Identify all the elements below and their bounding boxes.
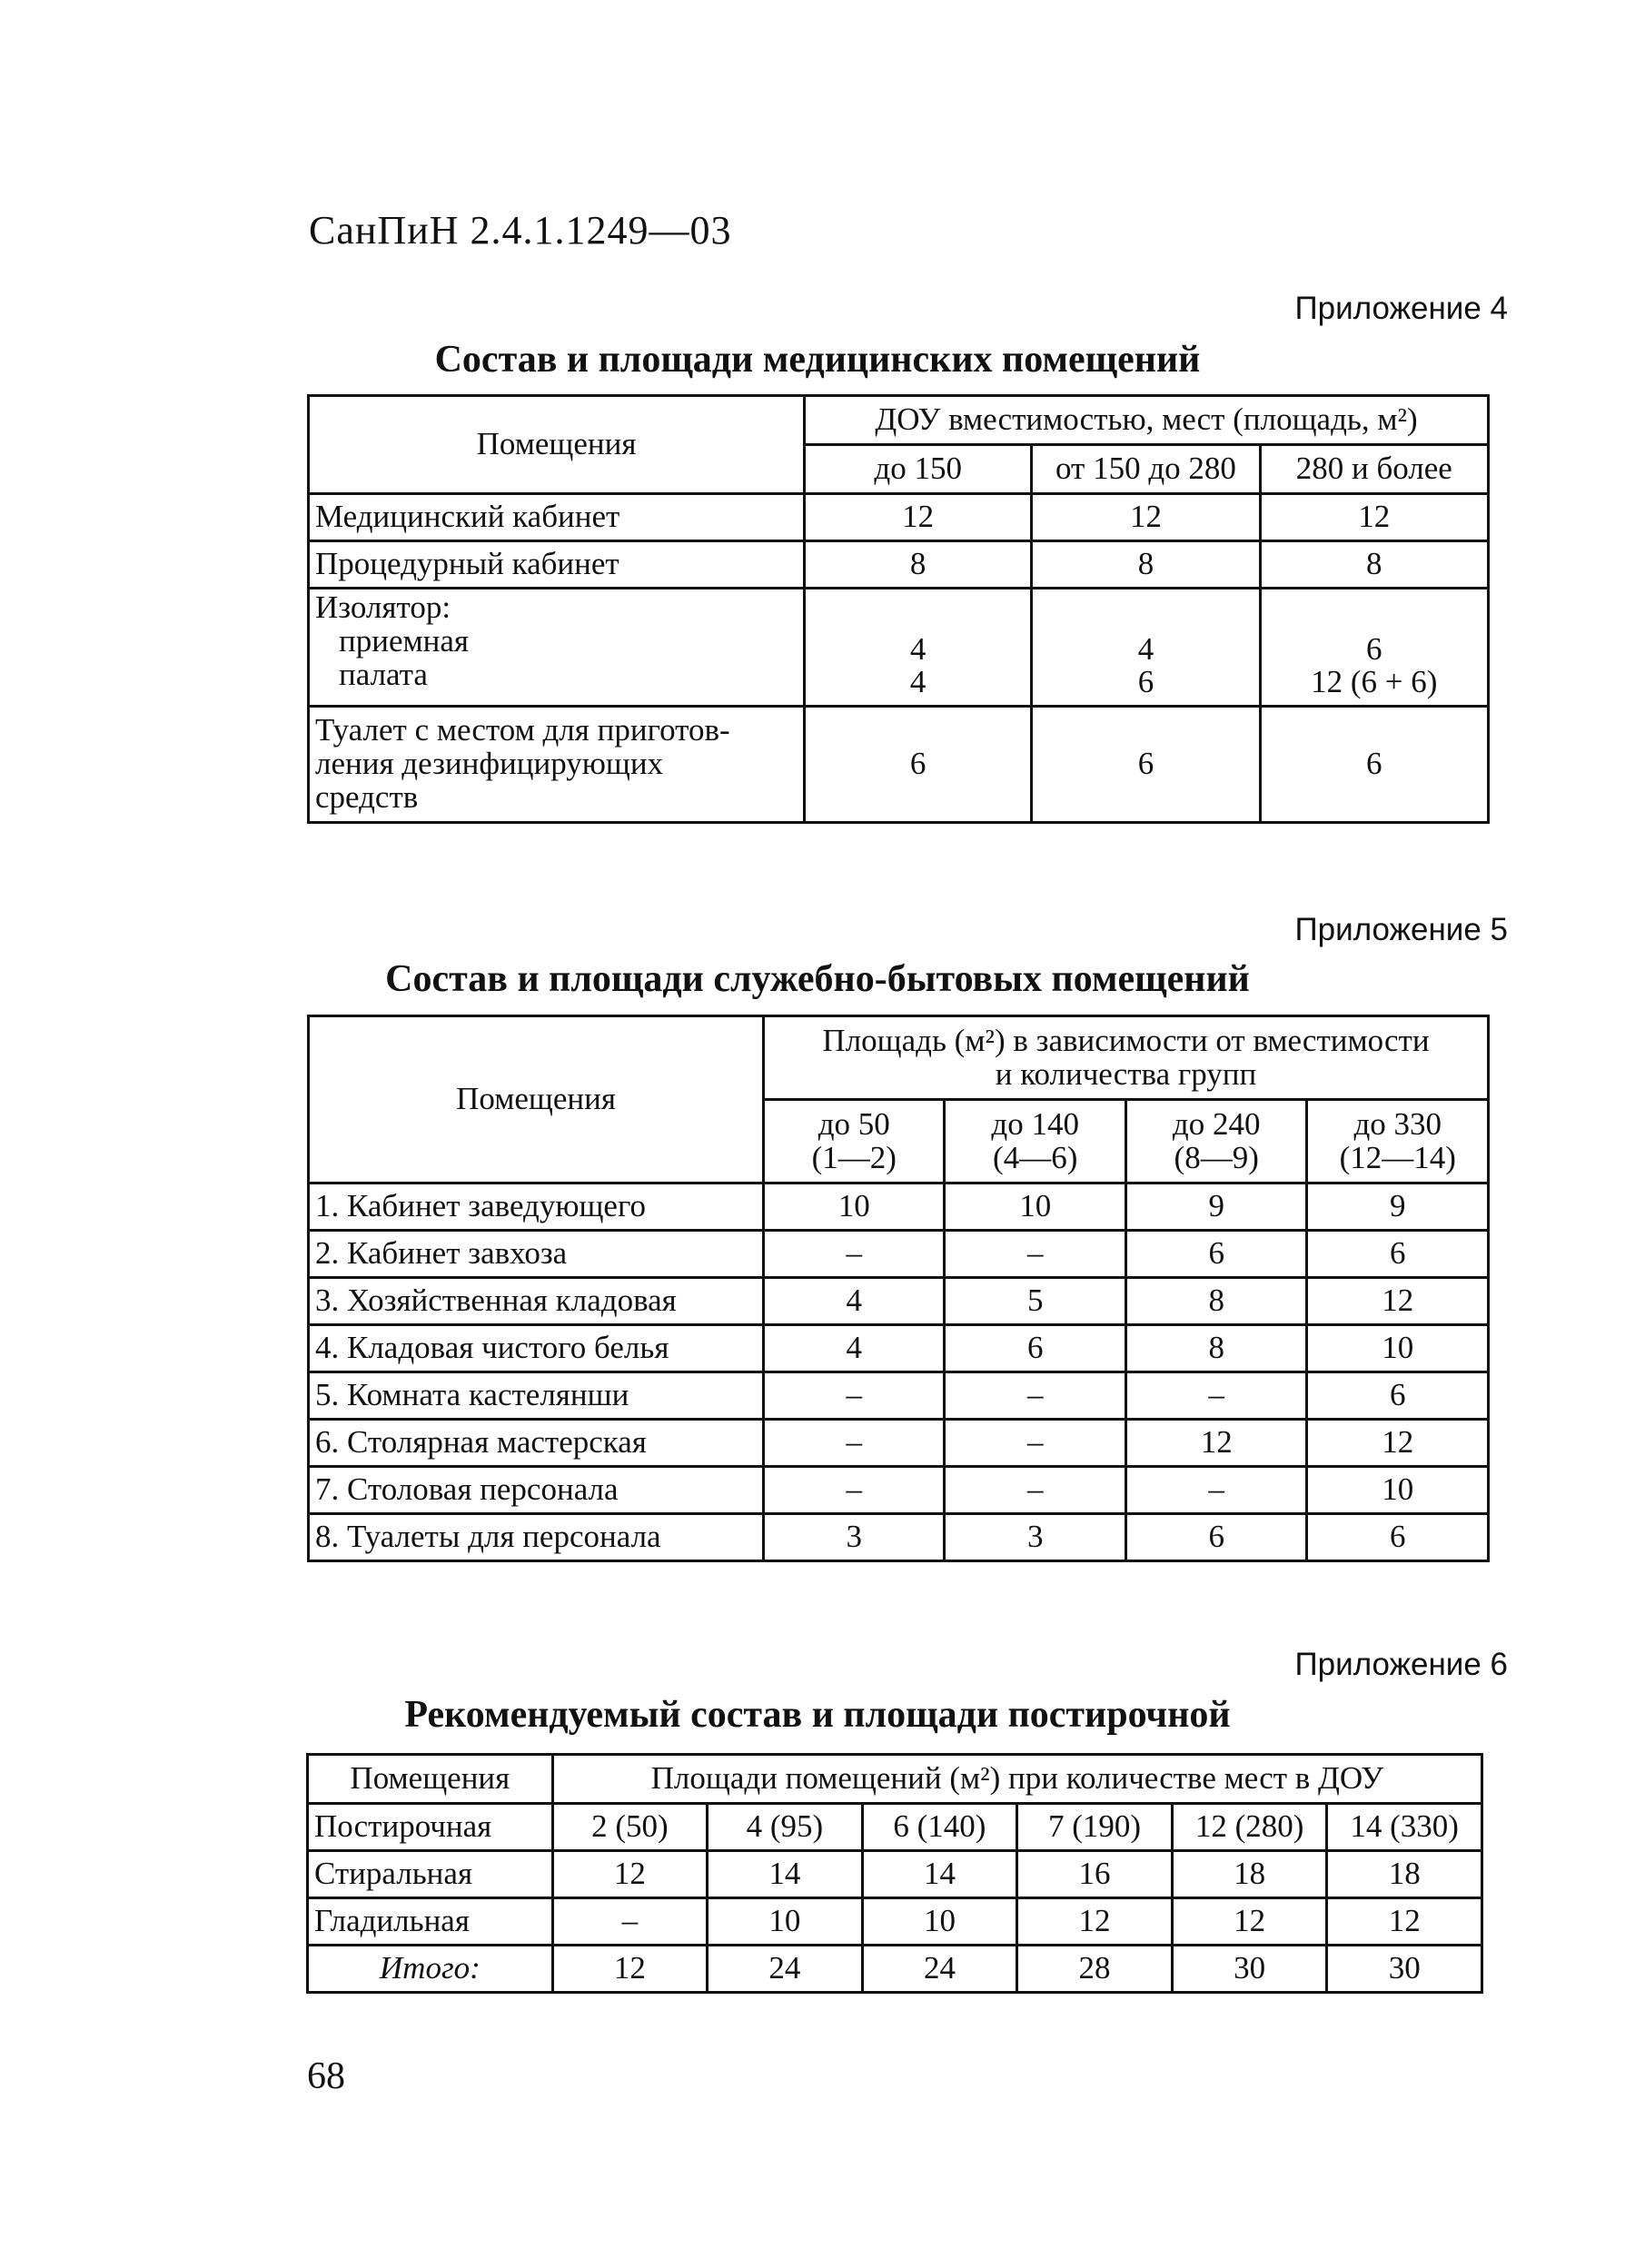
cell-value: 4 (95) <box>708 1804 862 1851</box>
column-header <box>1307 1100 1489 1184</box>
column-header <box>764 1100 945 1184</box>
header-line: и количества групп <box>995 1055 1257 1092</box>
column-header-line: (1—2) <box>811 1139 897 1175</box>
table-row <box>309 1325 1489 1372</box>
column-header-line: (4—6) <box>993 1139 1078 1175</box>
cell-value: 30 <box>1172 1946 1327 1993</box>
row-name: 3. Хозяйственная кладовая <box>309 1278 764 1325</box>
cell-value: – <box>1125 1467 1307 1514</box>
appendix-5-title: Состав и площади служебно-бытовых помещений <box>385 958 1250 1000</box>
medical-rooms-table <box>307 394 1490 824</box>
cell-value: 12 <box>552 1851 707 1898</box>
cell-value: 14 <box>862 1851 1017 1898</box>
column-header-line: до 240 <box>1172 1105 1261 1142</box>
cell-value: 12 <box>1307 1420 1489 1467</box>
cell-value: – <box>764 1420 945 1467</box>
cell-value <box>1032 589 1260 707</box>
cell-value <box>1260 589 1488 707</box>
cell-value: – <box>552 1898 707 1946</box>
cell-value: 4 <box>764 1325 945 1372</box>
row-name: Медицинский кабинет <box>309 494 805 541</box>
cell-value: 12 <box>1172 1898 1327 1946</box>
row-name: 8. Туалеты для персонала <box>309 1514 764 1561</box>
cell-value: 18 <box>1172 1851 1327 1898</box>
cell-value: 6 <box>1307 1372 1489 1420</box>
header-capacity-group: ДОУ вместимостью, мест (площадь, м²) <box>805 396 1489 445</box>
column-header: до 150 <box>805 445 1032 494</box>
table-row <box>309 1420 1489 1467</box>
cell-value: 8 <box>1125 1278 1307 1325</box>
cell-value: – <box>1125 1372 1307 1420</box>
row-name-line: средств <box>315 778 419 815</box>
column-header-line: до 330 <box>1353 1105 1442 1142</box>
cell-value: 6 <box>1366 630 1382 667</box>
cell-value: 6 <box>1307 1514 1489 1561</box>
appendix-4-title: Состав и площади медицинских помещений <box>434 339 1201 381</box>
cell-value: 10 <box>862 1898 1017 1946</box>
cell-value: 10 <box>945 1184 1126 1231</box>
row-name: 5. Комната кастелянши <box>309 1372 764 1420</box>
header-rooms: Помещения <box>309 1016 764 1184</box>
table-row <box>309 494 1489 541</box>
cell-value: 6 (140) <box>862 1804 1017 1851</box>
cell-value: 3 <box>945 1514 1126 1561</box>
isolator-sub-reception: приемная <box>339 622 470 659</box>
row-name: 1. Кабинет заведующего <box>309 1184 764 1231</box>
header-line: Площадь (м²) в зависимости от вместимости <box>822 1022 1430 1058</box>
cell-value: 30 <box>1327 1946 1482 1993</box>
cell-value: 6 <box>945 1325 1126 1372</box>
header-area-group <box>764 1016 1489 1100</box>
row-name-line: ления дезинфицирующих <box>315 746 664 782</box>
cell-value: 7 (190) <box>1017 1804 1173 1851</box>
cell-value: 12 <box>1307 1278 1489 1325</box>
cell-value: 12 (6 + 6) <box>1311 664 1438 700</box>
row-name-line: Туалет с местом для приготов- <box>315 712 730 748</box>
cell-value: – <box>945 1467 1126 1514</box>
cell-value: 4 <box>764 1278 945 1325</box>
cell-value: 4 <box>1137 630 1154 667</box>
cell-value: 24 <box>862 1946 1017 1993</box>
cell-value: 6 <box>1260 707 1488 823</box>
row-name: Стиральная <box>308 1851 553 1898</box>
table-row-total <box>308 1946 1482 1993</box>
table-row <box>309 1372 1489 1420</box>
column-header-line: до 140 <box>991 1105 1079 1142</box>
cell-value: – <box>945 1420 1126 1467</box>
column-header: 280 и более <box>1260 445 1488 494</box>
row-name: 4. Кладовая чистого белья <box>309 1325 764 1372</box>
cell-value: 10 <box>708 1898 862 1946</box>
cell-value: 8 <box>1032 541 1260 589</box>
row-name: Постирочная <box>308 1804 553 1851</box>
cell-value: 4 <box>909 664 926 700</box>
cell-value: 8 <box>1260 541 1488 589</box>
cell-value: 28 <box>1017 1946 1173 1993</box>
header-rooms: Помещения <box>308 1755 553 1804</box>
table-row <box>309 1278 1489 1325</box>
table-row <box>309 1514 1489 1561</box>
appendix-5-label: Приложение 5 <box>1294 912 1508 947</box>
cell-value: – <box>945 1372 1126 1420</box>
header-area-group: Площади помещений (м²) при количестве мест в ДОУ <box>552 1755 1481 1804</box>
cell-value: 12 <box>1032 494 1260 541</box>
cell-value: – <box>764 1231 945 1278</box>
cell-value: 12 <box>1260 494 1488 541</box>
row-name-total: Итого: <box>308 1946 553 1993</box>
cell-value: 6 <box>1137 664 1154 700</box>
cell-value: 10 <box>1307 1325 1489 1372</box>
cell-value: 6 <box>805 707 1032 823</box>
cell-value: 10 <box>1307 1467 1489 1514</box>
table-row <box>308 1851 1482 1898</box>
row-name: 7. Столовая персонала <box>309 1467 764 1514</box>
cell-value: 12 <box>1327 1898 1482 1946</box>
cell-value: – <box>945 1231 1126 1278</box>
table-row <box>309 1184 1489 1231</box>
cell-value: 10 <box>764 1184 945 1231</box>
cell-value: 8 <box>805 541 1032 589</box>
cell-value: 6 <box>1125 1514 1307 1561</box>
cell-value: 24 <box>708 1946 862 1993</box>
column-header-line: до 50 <box>818 1105 890 1142</box>
column-header <box>945 1100 1126 1184</box>
cell-value: 18 <box>1327 1851 1482 1898</box>
column-header: от 150 до 280 <box>1032 445 1260 494</box>
cell-value: 12 <box>1017 1898 1173 1946</box>
row-name: 2. Кабинет завхоза <box>309 1231 764 1278</box>
table-row <box>309 589 1489 707</box>
cell-value: – <box>764 1467 945 1514</box>
cell-value: 2 (50) <box>552 1804 707 1851</box>
cell-value: 6 <box>1125 1231 1307 1278</box>
cell-value: 14 <box>708 1851 862 1898</box>
cell-value: 3 <box>764 1514 945 1561</box>
table-row <box>309 1231 1489 1278</box>
row-name-isolator <box>309 589 805 707</box>
cell-value: 16 <box>1017 1851 1173 1898</box>
row-name: 6. Столярная мастерская <box>309 1420 764 1467</box>
column-header-line: (8—9) <box>1174 1139 1259 1175</box>
table-row <box>309 707 1489 823</box>
row-name: Гладильная <box>308 1898 553 1946</box>
cell-value: 14 (330) <box>1327 1804 1482 1851</box>
cell-value: 9 <box>1307 1184 1489 1231</box>
page-number: 68 <box>307 2055 345 2097</box>
cell-value: 6 <box>1032 707 1260 823</box>
isolator-sub-ward: палата <box>339 656 428 692</box>
isolator-label: Изолятор: <box>315 589 451 625</box>
appendix-6-label: Приложение 6 <box>1294 1647 1508 1682</box>
appendix-6-title: Рекомендуемый состав и площади постирочной <box>404 1694 1231 1736</box>
cell-value: 6 <box>1307 1231 1489 1278</box>
header-rooms: Помещения <box>309 396 805 494</box>
service-rooms-table <box>307 1015 1490 1562</box>
row-name: Процедурный кабинет <box>309 541 805 589</box>
cell-value: – <box>764 1372 945 1420</box>
table-row <box>308 1898 1482 1946</box>
cell-value: 8 <box>1125 1325 1307 1372</box>
table-row <box>309 541 1489 589</box>
laundry-table <box>306 1753 1483 1994</box>
cell-value: 12 (280) <box>1172 1804 1327 1851</box>
cell-value: 12 <box>805 494 1032 541</box>
table-row <box>309 1467 1489 1514</box>
document-code: СанПиН 2.4.1.1249—03 <box>309 208 732 253</box>
cell-value: 4 <box>909 630 926 667</box>
column-header-line: (12—14) <box>1339 1139 1456 1175</box>
appendix-4-label: Приложение 4 <box>1294 291 1508 326</box>
row-name-toilet <box>309 707 805 823</box>
table-row <box>308 1804 1482 1851</box>
column-header <box>1125 1100 1307 1184</box>
cell-value: 5 <box>945 1278 1126 1325</box>
cell-value: 12 <box>1125 1420 1307 1467</box>
cell-value <box>805 589 1032 707</box>
cell-value: 12 <box>552 1946 707 1993</box>
cell-value: 9 <box>1125 1184 1307 1231</box>
